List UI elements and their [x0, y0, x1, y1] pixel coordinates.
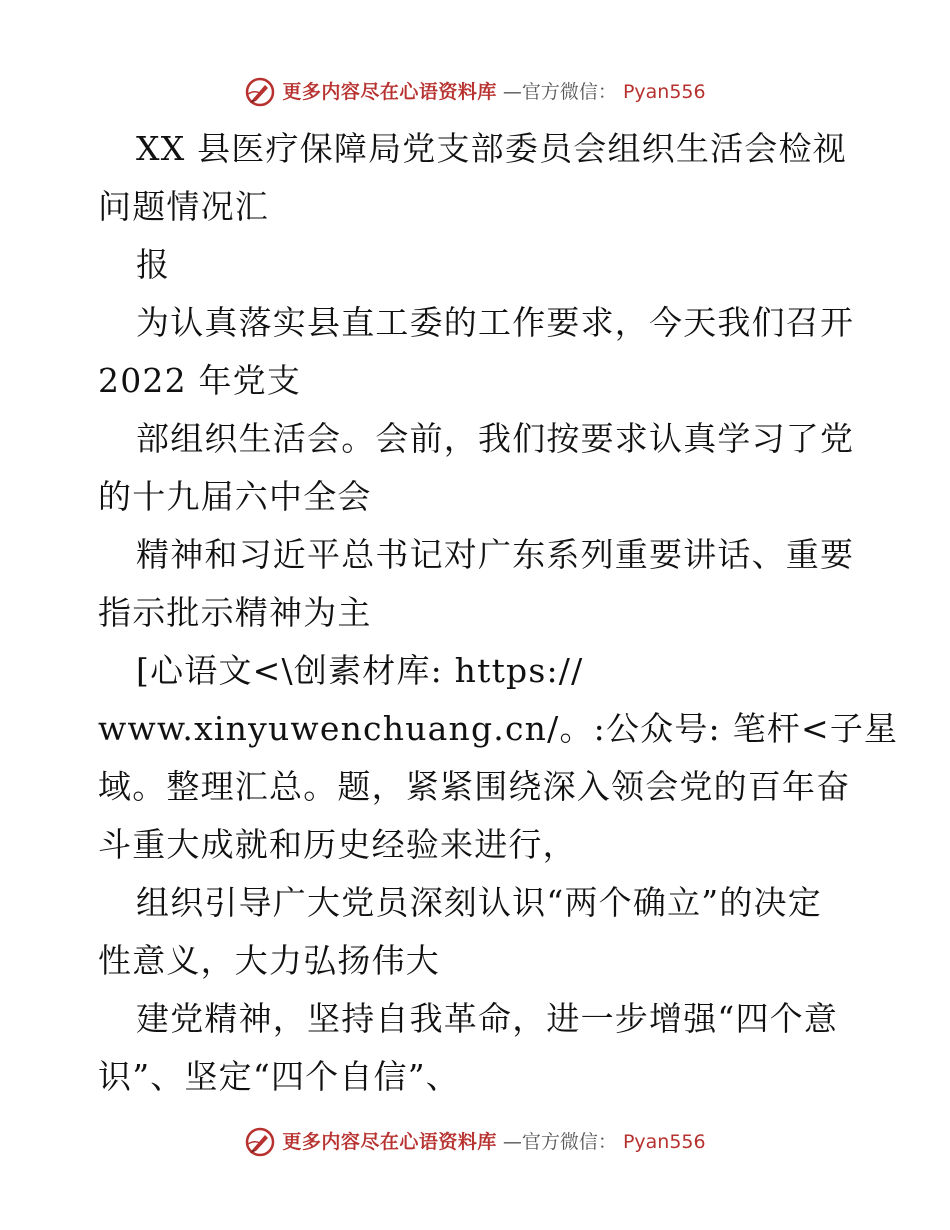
watermark-wechat-id: Pyan556	[622, 81, 706, 103]
watermark-text: 更多内容尽在心语资料库	[282, 81, 497, 103]
document-text-line: 的十九届六中全会	[98, 477, 372, 516]
watermark-wechat-id: Pyan556	[622, 1131, 706, 1153]
document-text-line: 部组织生活会。会前，我们按要求认真学习了党	[136, 419, 855, 458]
watermark-wechat-label: —官方微信：	[502, 81, 617, 103]
watermark-banner-bottom	[0, 1126, 950, 1158]
document-text-line: 指示批示精神为主	[98, 593, 372, 632]
document-text-line: 问题情况汇	[98, 187, 269, 226]
watermark-wechat-label: —官方微信：	[502, 1131, 617, 1153]
document-text-line: 为认真落实县直工委的工作要求，今天我们召开	[136, 303, 855, 342]
document-text-line: 性意义，大力弘扬伟大	[98, 941, 440, 980]
document-body	[98, 120, 899, 1106]
document-text-line: 组织引导广大党员深刻认识“两个确立”的决定	[136, 883, 822, 922]
document-text-line: www.xinyuwenchuang.cn/。:公众号: 笔杆<子星	[98, 709, 899, 748]
document-text-line: 建党精神，坚持自我革命，进一步增强“四个意	[136, 999, 839, 1038]
document-text-line: 精神和习近平总书记对广东系列重要讲话、重要	[136, 535, 855, 574]
document-text-line: 斗重大成就和历史经验来进行，	[98, 825, 577, 864]
document-text-line: 2022 年党支	[98, 361, 302, 400]
document-text-line: [心语文<\创素材库: https://	[136, 651, 584, 690]
document-text-line: 报	[136, 245, 171, 284]
watermark-banner-top	[0, 76, 950, 108]
pen-logo-icon	[244, 1126, 276, 1158]
pen-logo-icon	[244, 76, 276, 108]
document-text-line: 域。整理汇总。题，紧紧围绕深入领会党的百年奋	[98, 767, 851, 806]
watermark-text: 更多内容尽在心语资料库	[282, 1131, 497, 1153]
document-text-line: XX 县医疗保障局党支部委员会组织生活会检视	[136, 129, 847, 168]
document-text-line: 识”、坚定“四个自信”、	[98, 1057, 461, 1096]
